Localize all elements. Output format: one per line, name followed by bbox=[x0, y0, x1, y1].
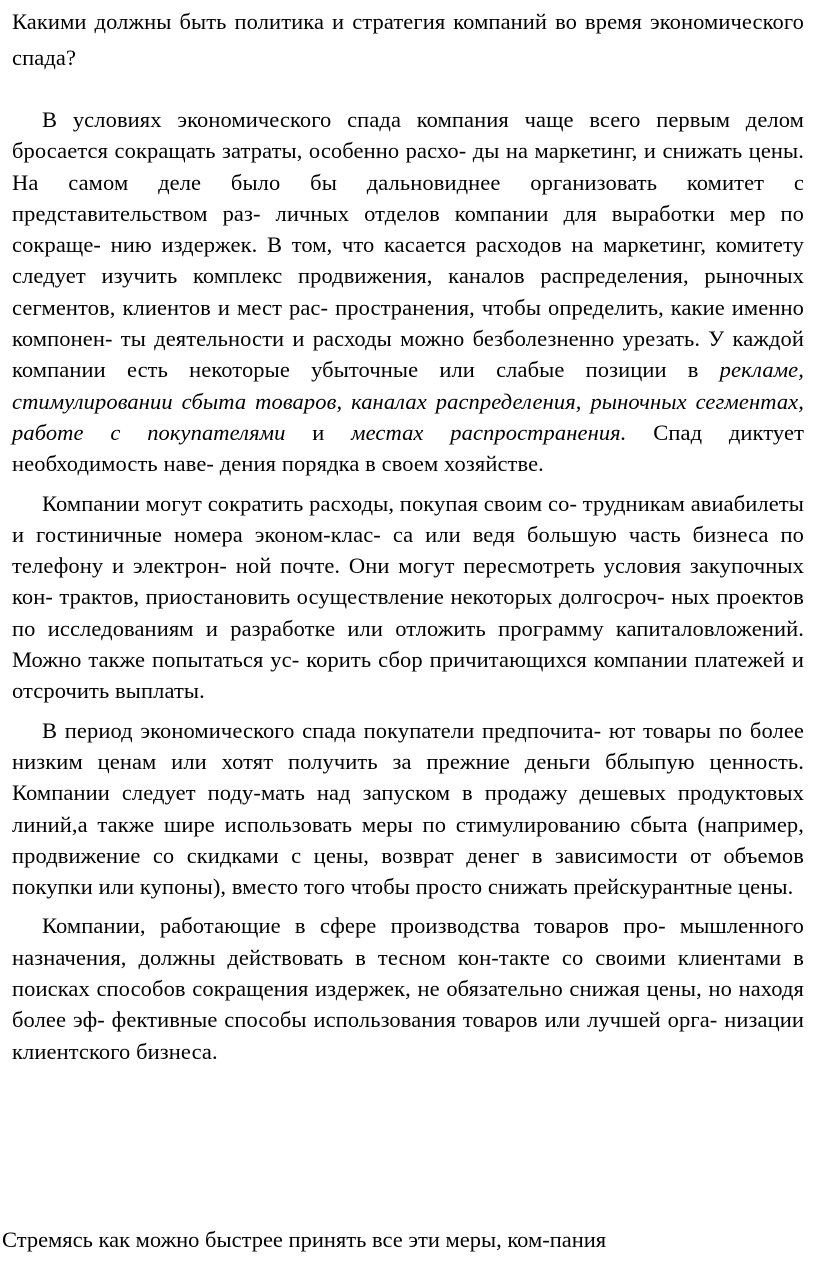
paragraph-1-italic-positions: рекламе, стимулировании сбыта товаров, каналах распределения, рыночных сегментах, работе с покупателями bbox=[12, 357, 804, 445]
paragraph-buyers: В период экономического спада покупатели предпочита- ют товары по более низким ценам или хотят получить за прежние деньги бблыпую ценность. Компании следует поду-мать над запуском в продажу дешевых продуктовых линий,а также шире использовать меры по стимулированию сбыта (например, продвижение со скидками с цены, возврат денег в зависимости от объемов покупки или купоны), вместо того чтобы просто снижать прейскурантные цены. bbox=[12, 717, 804, 900]
paragraph-1-italic-places: местах распространения. bbox=[351, 419, 627, 445]
paragraph-expenses: Компании могут сократить расходы, покупая своим со- трудникам авиабилеты и гостиничные номера эконом-клас- са или ведя большую часть бизнеса по телефону и электрон- ной почте. Они могут пересмотреть условия закупочных кон- трактов, приостановить осуществление некоторых долгосроч- ных проектов по исследованиям и разработке или отложить программу капиталовложений. Можно также попытаться ус- корить сбор причитающихся компании платежей и отсрочить выплаты. bbox=[12, 490, 804, 704]
paragraph-1-connector: и bbox=[285, 419, 352, 445]
question-heading: Какими должны быть политика и стратегия компаний во время экономического спада? bbox=[12, 9, 804, 70]
document-page bbox=[12, 4, 804, 1067]
paragraph-cost-cutting bbox=[12, 104, 804, 480]
paragraph-1-text-before: В условиях экономического спада компания чаще всего первым делом бросается сокращать затраты, особенно расхо- ды на маркетинг, и снижать цены. На самом деле было бы дальновиднее организовать комитет с представительством раз- личных отделов компании для выработки мер по сокраще- нию издержек. В том, что касается расходов на маркетинг, комитету следует изучить комплекс продвижения, каналов распределения, рыночных сегментов, клиентов и мест рас- пространения, чтобы определить, какие именно компонен- ты деятельности и расходы можно безболезненно урезать. У каждой компании есть некоторые убыточные или слабые позиции в bbox=[12, 107, 804, 383]
paragraph-industrial: Компании, работающие в сфере производства товаров про- мышленного назначения, должны действовать в тесном кон-такте со своими клиентами в поисках способов сокращения издержек, не обязательно снижая цены, но находя более эф- фективные способы использования товаров или лучшей орга- низации клиентского бизнеса. bbox=[12, 913, 804, 1064]
paragraph-1-text-after: Спад диктует необходимость наве- дения порядка в своем хозяйстве. bbox=[12, 419, 804, 477]
last-line: Стремясь как можно быстрее принять все эти меры, ком-пания bbox=[2, 1227, 607, 1252]
